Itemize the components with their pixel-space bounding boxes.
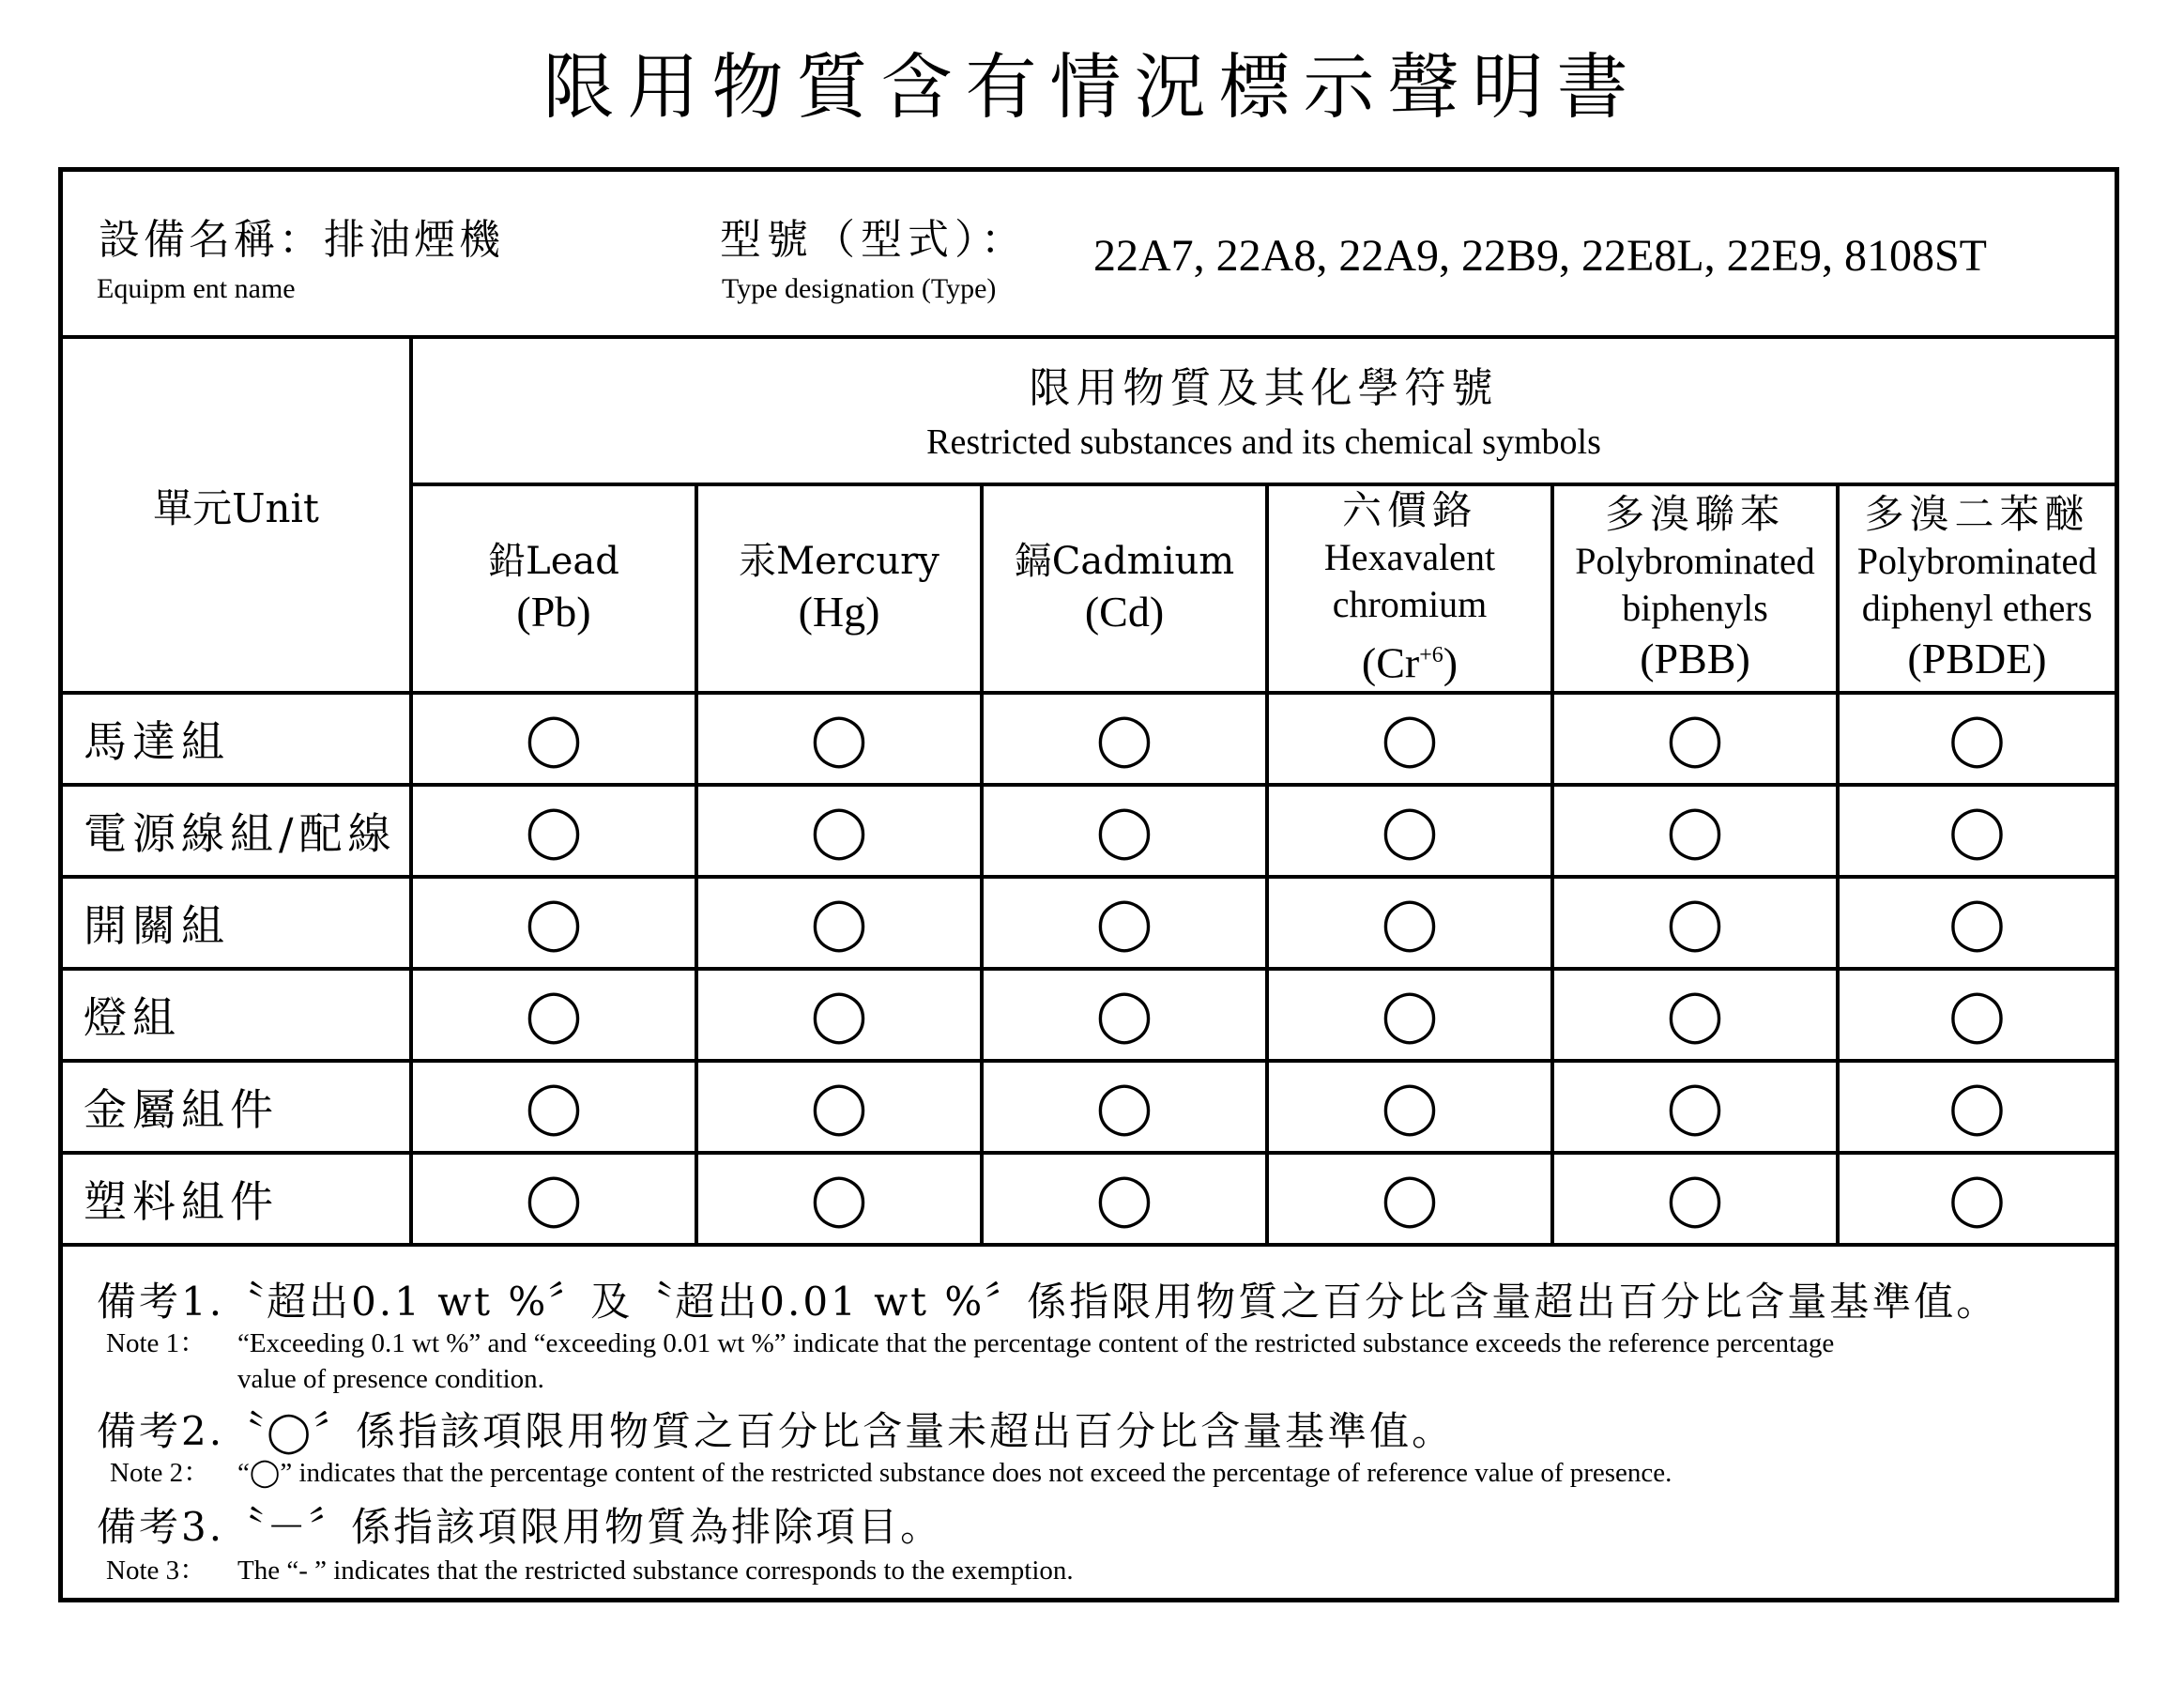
- presence-mark: ◯: [1267, 1153, 1552, 1245]
- column-label-en-2: chromium: [1332, 582, 1488, 625]
- column-label: 多溴二苯醚: [1864, 491, 2090, 537]
- presence-mark: ◯: [411, 785, 696, 877]
- substance-table: [63, 339, 2115, 1247]
- presence-mark: ◯: [982, 1061, 1267, 1153]
- column-label-en: Polybrominated: [1575, 540, 1815, 582]
- info-row: [63, 172, 2115, 339]
- presence-mark: ◯: [1838, 785, 2115, 877]
- presence-mark: ◯: [1838, 693, 2115, 785]
- presence-mark: ◯: [1267, 969, 1552, 1061]
- note-2-en: “◯” indicates that the percentage content of the restricted substance does not exceed the percentage of reference value of presence.: [237, 1458, 1672, 1488]
- column-label-en-2: biphenyls: [1622, 587, 1768, 629]
- unit-header-label: 單元Unit: [153, 484, 319, 531]
- presence-mark: ◯: [1838, 1061, 2115, 1153]
- row-label: 塑料組件: [63, 1153, 411, 1245]
- presence-mark: ◯: [411, 693, 696, 785]
- presence-mark: ◯: [982, 877, 1267, 969]
- presence-mark: ◯: [982, 969, 1267, 1061]
- note-3-en: The “- ” indicates that the restricted substance corresponds to the exemption.: [237, 1556, 1074, 1586]
- column-symbol: (Hg): [798, 588, 880, 636]
- group-header-en: Restricted substances and its chemical symbols: [926, 422, 1601, 462]
- column-header-pbb: [1552, 484, 1838, 693]
- column-label: 鉛Lead: [488, 540, 619, 583]
- presence-mark: ◯: [696, 877, 982, 969]
- presence-mark: ◯: [982, 1153, 1267, 1245]
- presence-mark: ◯: [411, 877, 696, 969]
- presence-mark: ◯: [411, 1153, 696, 1245]
- note-2-label-en: Note 2：: [110, 1458, 211, 1488]
- type-designation-value: 22A7, 22A8, 22A9, 22B9, 22E8L, 22E9, 8108ST: [1093, 231, 1987, 281]
- column-symbol: (PBDE): [1907, 635, 2047, 682]
- column-header-cadmium: [982, 484, 1267, 693]
- table-row: [63, 1061, 2115, 1153]
- presence-mark: ◯: [696, 1153, 982, 1245]
- table-row: [63, 785, 2115, 877]
- presence-mark: ◯: [696, 969, 982, 1061]
- presence-mark: ◯: [1552, 969, 1838, 1061]
- presence-mark: ◯: [696, 785, 982, 877]
- row-label: 金屬組件: [63, 1061, 411, 1153]
- presence-mark: ◯: [982, 693, 1267, 785]
- column-label: 汞Mercury: [739, 540, 939, 583]
- presence-mark: ◯: [1267, 693, 1552, 785]
- presence-mark: ◯: [1552, 785, 1838, 877]
- note-1-zh: 備考1.〝超出0.1 wt %〞及〝超出0.01 wt %〞係指限用物質之百分比含量超出百分比含量基準值。: [97, 1279, 1999, 1325]
- table-row: [63, 877, 2115, 969]
- presence-mark: ◯: [411, 1061, 696, 1153]
- presence-mark: ◯: [696, 1061, 982, 1153]
- type-designation-label-en: Type designation (Type): [722, 273, 997, 304]
- column-label-en: Hexavalent: [1323, 535, 1496, 578]
- presence-mark: ◯: [1838, 1153, 2115, 1245]
- table-row: [63, 693, 2115, 785]
- table-row: [63, 969, 2115, 1061]
- presence-mark: ◯: [411, 969, 696, 1061]
- note-3-zh: 備考3.〝－〞係指該項限用物質為排除項目。: [97, 1504, 943, 1550]
- note-3-label-en: Note 3：: [106, 1556, 207, 1586]
- unit-header: [63, 339, 411, 693]
- column-label-en: Polybrominated: [1856, 540, 2098, 582]
- presence-mark: ◯: [1552, 693, 1838, 785]
- presence-mark: ◯: [696, 693, 982, 785]
- column-header-pbde: [1838, 484, 2115, 693]
- column-header-hexavalent-chromium: [1267, 484, 1552, 693]
- column-header-mercury: [696, 484, 982, 693]
- row-label: 燈組: [63, 969, 411, 1061]
- column-label-en-2: diphenyl ethers: [1861, 587, 2093, 629]
- column-symbol: (Cd): [1084, 588, 1165, 636]
- equipment-name-label: 設備名稱：排油煙機: [99, 216, 504, 264]
- column-header-lead: [411, 484, 696, 693]
- presence-mark: ◯: [1552, 1153, 1838, 1245]
- note-1-en-2: value of presence condition.: [237, 1364, 544, 1394]
- presence-mark: ◯: [1552, 1061, 1838, 1153]
- row-label: 電源線組/配線: [63, 785, 411, 877]
- column-symbol: (Pb): [516, 588, 591, 636]
- declaration-frame: [58, 167, 2119, 1602]
- restricted-substances-header: [411, 339, 2115, 484]
- column-label: 多溴聯苯: [1604, 491, 1785, 537]
- presence-mark: ◯: [1267, 1061, 1552, 1153]
- column-symbol: $(Cr^{+6})$: [1361, 638, 1459, 687]
- note-2-zh: 備考2.〝◯〞係指該項限用物質之百分比含量未超出百分比含量基準值。: [97, 1408, 1455, 1454]
- row-label: 馬達組: [63, 693, 411, 785]
- page-title: 限用物質含有情況標示聲明書: [542, 45, 1642, 129]
- column-label: 鎘Cadmium: [1014, 540, 1235, 583]
- equipment-name-label-en: Equipm ent name: [97, 273, 296, 304]
- presence-mark: ◯: [1267, 877, 1552, 969]
- presence-mark: ◯: [1838, 877, 2115, 969]
- column-symbol: (PBB): [1640, 635, 1750, 682]
- row-label: 開關組: [63, 877, 411, 969]
- presence-mark: ◯: [982, 785, 1267, 877]
- table-row: [63, 1153, 2115, 1245]
- column-label: 六價鉻: [1341, 486, 1477, 533]
- type-designation-label: 型號（型式）：: [720, 216, 1028, 264]
- group-header-zh: 限用物質及其化學符號: [1029, 363, 1499, 412]
- presence-mark: ◯: [1267, 785, 1552, 877]
- presence-mark: ◯: [1552, 877, 1838, 969]
- note-1-label-en: Note 1：: [106, 1328, 207, 1358]
- presence-mark: ◯: [1838, 969, 2115, 1061]
- note-1-en: “Exceeding 0.1 wt %” and “exceeding 0.01 wt %” indicate that the percentage content of the restricted substance exceeds the reference percentage: [237, 1328, 1835, 1358]
